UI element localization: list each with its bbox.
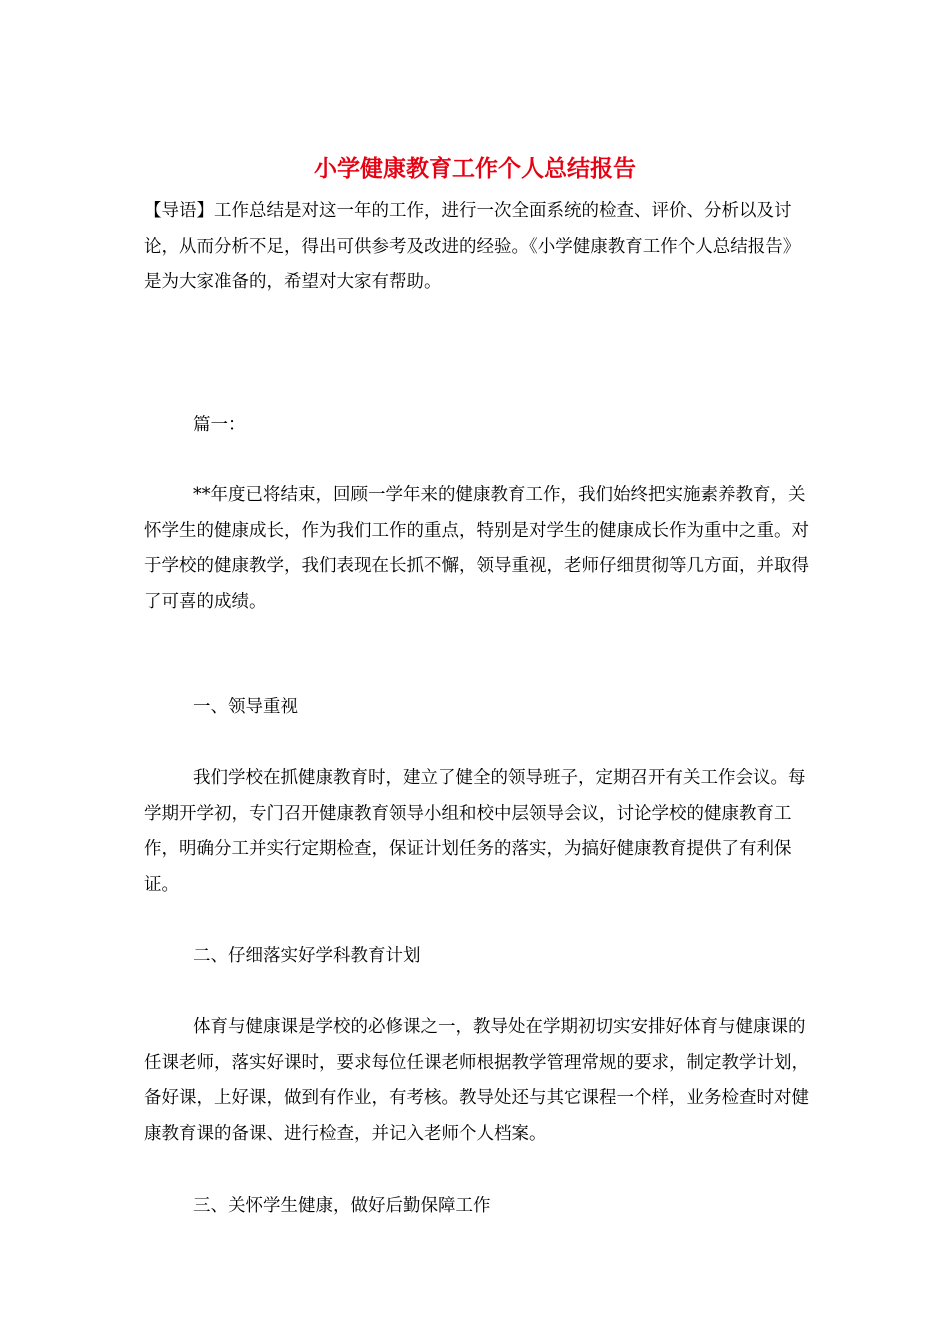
section-body-1: 我们学校在抓健康教育时，建立了健全的领导班子，定期召开有关工作会议。每学期开学初，专门召开健康教育领导小组和校中层领导会议，讨论学校的健康教育工作，明确分工并实行定期检查，保证计划任务的落实，为搞好健康教育提供了有利保证。 [144,768,806,895]
part-label: 篇一： [193,415,246,435]
intro-paragraph: 【导语】工作总结是对这一年的工作，进行一次全面系统的检查、评价、分析以及讨论，从而分析不足，得出可供参考及改进的经验。《小学健康教育工作个人总结报告》是为大家准备的，希望对大家有帮助。 [144,201,801,292]
section-heading-3: 三、关怀学生健康，做好后勤保障工作 [193,1196,491,1216]
opening-paragraph: **年度已将结束，回顾一学年来的健康教育工作，我们始终把实施素养教育，关怀学生的健康成长，作为我们工作的重点，特别是对学生的健康成长作为重中之重。对于学校的健康教学，我们表现在长抓不懈，领导重视，老师仔细贯彻等几方面，并取得了可喜的成绩。 [144,485,809,612]
section-heading-1: 一、领导重视 [193,697,298,717]
section-heading-2: 二、仔细落实好学科教育计划 [193,946,421,966]
section-body-2: 体育与健康课是学校的必修课之一，教导处在学期初切实安排好体育与健康课的任课老师，落实好课时，要求每位任课老师根据教学管理常规的要求，制定教学计划，备好课，上好课，做到有作业，有考核。教导处还与其它课程一个样，业务检查时对健康教育课的备课、进行检查，并记入老师个人档案。 [144,1017,809,1144]
document-title: 小学健康教育工作个人总结报告 [314,155,636,182]
